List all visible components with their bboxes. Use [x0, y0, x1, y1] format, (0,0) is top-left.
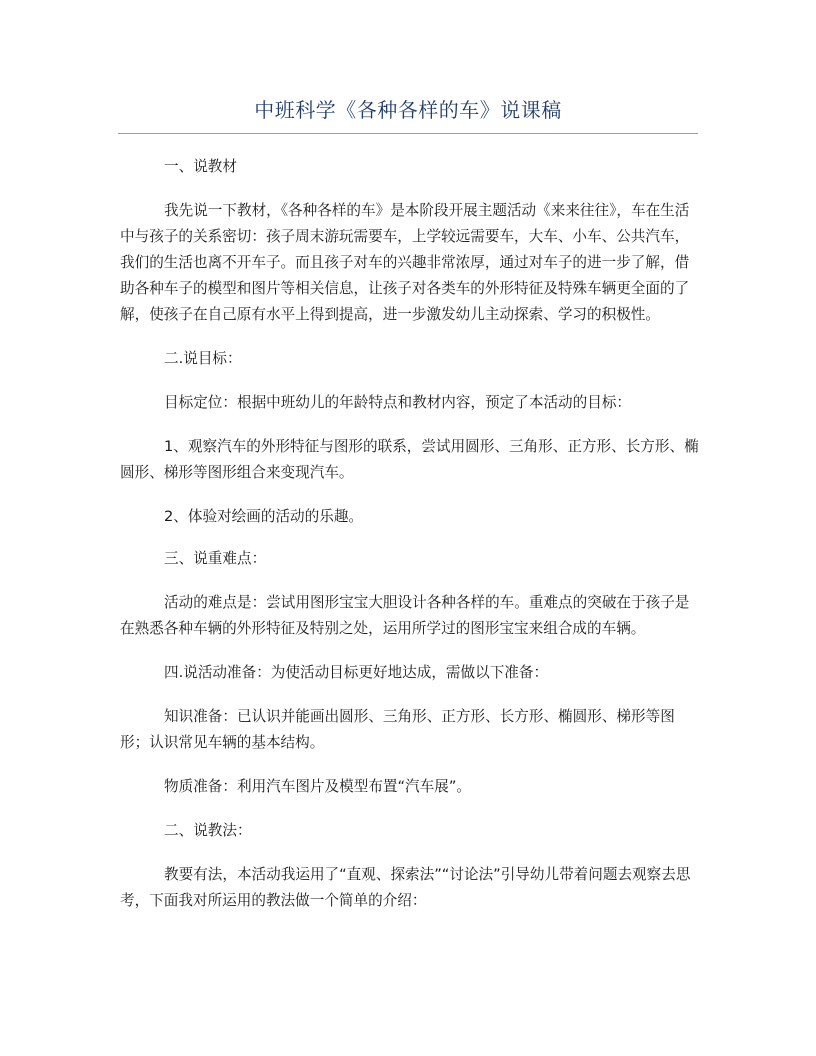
paragraph-difficulties: 活动的难点是：尝试用图形宝宝大胆设计各种各样的车。重难点的突破在于孩子是在熟悉各种车辆的外形特征及特别之处，运用所学过的图形宝宝来组合成的车辆。 — [120, 594, 690, 637]
paragraph-textbook: 我先说一下教材，《各种各样的车》是本阶段开展主题活动《来来往往》，车在生活中与孩子的关系密切：孩子周末游玩需要车，上学较远需要车，大车、小车、公共汽车，我们的生活也离不开车子。而且孩子对车的兴趣非常浓厚，通过对车子的进一步了解，借助各种车子的模型和图片等相关信息，让孩子对各类车的外形特征及特殊车辆更全面的了解，使孩子在自己原有水平上得到提高，进一步激发幼儿主动探索、学习的积极性。 — [120, 202, 690, 323]
section-heading-goals: 二.说目标： — [164, 350, 242, 367]
paragraph-teaching-methods: 教要有法，本活动我运用了“直观、探索法”“讨论法”引导幼儿带着问题去观察去思考，下面我对所运用的教法做一个简单的介绍： — [120, 866, 691, 909]
goal-item-1: 1、观察汽车的外形特征与图形的联系，尝试用圆形、三角形、正方形、长方形、椭圆形、梯形等图形组合来变现汽车。 — [120, 438, 699, 481]
paragraph-knowledge-preparation: 知识准备：已认识并能画出圆形、三角形、正方形、长方形、椭圆形、梯形等图形；认识常见车辆的基本结构。 — [120, 708, 675, 751]
paragraph-material-preparation: 物质准备：利用汽车图片及模型布置“汽车展”。 — [164, 778, 471, 795]
section-heading-textbook: 一、说教材 — [164, 158, 237, 175]
goal-item-2: 2、体验对绘画的活动的乐趣。 — [164, 508, 364, 525]
document-body — [120, 154, 702, 914]
paragraph-goal-positioning: 目标定位：根据中班幼儿的年龄特点和教材内容，预定了本活动的目标： — [164, 394, 632, 411]
section-heading-teaching-methods: 二、说教法： — [164, 822, 252, 839]
document-title: 中班科学《各种各样的车》说课稿 — [254, 98, 562, 122]
section-heading-difficulties: 三、说重难点： — [164, 550, 267, 567]
title-divider — [118, 133, 698, 134]
section-heading-preparation: 四.说活动准备：为使活动目标更好地达成，需做以下准备： — [164, 664, 549, 681]
